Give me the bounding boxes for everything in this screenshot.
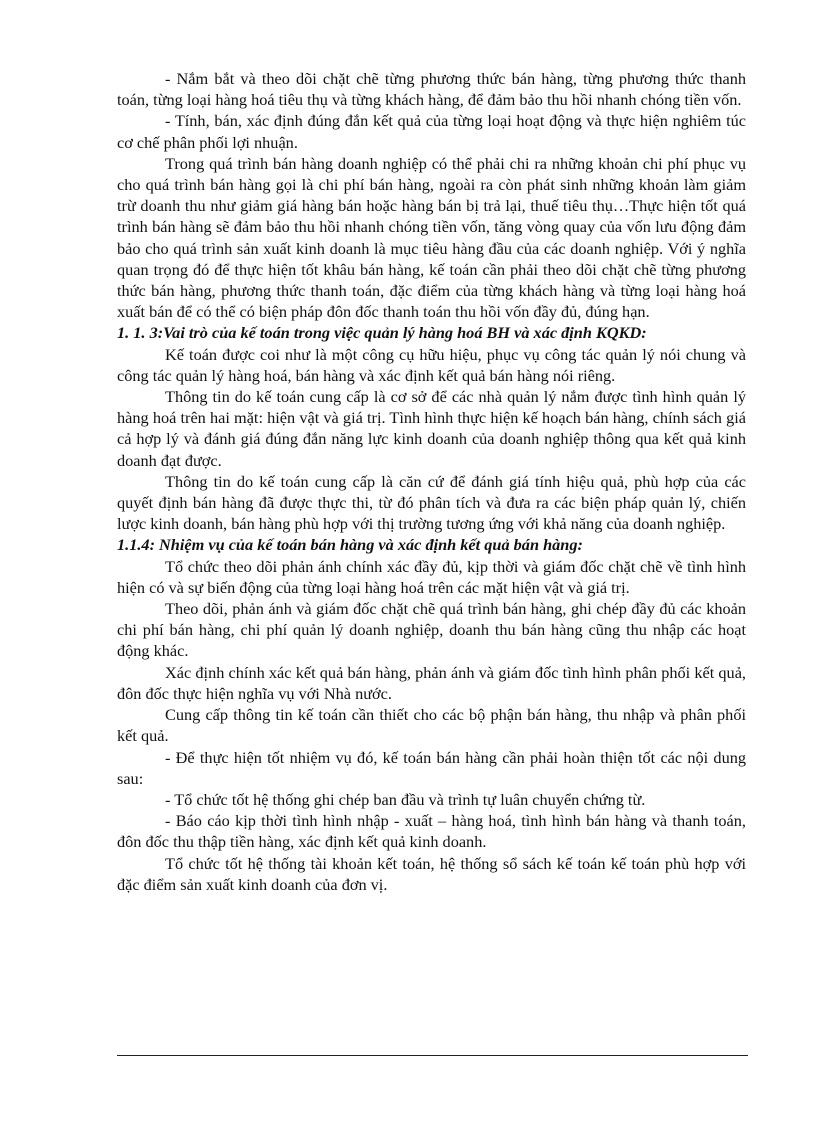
footer-divider [117, 1055, 748, 1056]
section-heading-1-1-4: 1.1.4: Nhiệm vụ của kế toán bán hàng và xác định kết quả bán hàng: [117, 535, 583, 555]
paragraph-recording-system: - Tổ chức tốt hệ thống ghi chép ban đầu và trình tự luân chuyển chứng từ. [165, 789, 646, 809]
paragraph-organize-monitoring: Tổ chức theo dõi phản ánh chính xác đầy đủ, kịp thời và giám đốc chặt chẽ về tình hình hiện có và sự biến động của từng loại hàng hoá trên các mặt hiện vật và giá trị. [117, 556, 746, 597]
section-heading-1-1-3: 1. 1. 3:Vai trò của kế toán trong việc quản lý hàng hoá BH và xác định KQKD: [117, 323, 647, 343]
paragraph-account-system: Tổ chức tốt hệ thống tài khoản kết toán, hệ thống sổ sách kế toán kế toán phù hợp với đặc điểm sản xuất kinh doanh của đơn vị. [117, 853, 746, 894]
paragraph-sales-process: Trong quá trình bán hàng doanh nghiệp có thể phải chi ra những khoản chi phí phục vụ cho quá trình bán hàng gọi là chi phí bán hàng, ngoài ra còn phát sinh những khoản làm giảm trừ doanh thu như giảm giá hàng bán hoặc hàng bán bị trả lại, thuế tiêu thụ…Thực hiện tốt quá trình bán hàng sẽ đảm bảo thu hồi nhanh chóng tiền vốn, tăng vòng quay của vốn lưu động đảm bảo cho quá trình sản xuất kinh doanh là mục tiêu hàng đầu của các doanh nghiệp. Với ý nghĩa quan trọng đó để thực hiện tốt khâu bán hàng, kế toán cần phải theo dõi chặt chẽ từng phương thức bán hàng, phương thức thanh toán, đặc điểm của từng khách hàng và từng loại hàng hoá xuất bán để có thể có biện pháp đôn đốc thanh toán thu hồi vốn đầy đủ, đúng hạn. [117, 153, 746, 322]
paragraph-monitor-sales-methods: - Nắm bắt và theo dõi chặt chẽ từng phương thức bán hàng, từng phương thức thanh toán, từng loại hàng hoá tiêu thụ và từng khách hàng, để đảm bảo thu hồi nhanh chóng tiền vốn. [117, 69, 746, 110]
paragraph-track-sales: Theo dõi, phản ánh và giám đốc chặt chẽ quá trình bán hàng, ghi chép đầy đủ các khoản chi phí bán hàng, chi phí quản lý doanh nghiệp, doanh thu bán hàng cũng thu nhập các hoạt động khác. [117, 599, 746, 661]
paragraph-info-evaluation: Thông tin do kế toán cung cấp là căn cứ để đánh giá tính hiệu quả, phù hợp của các quyết định bán hàng đã được thực thi, từ đó phân tích và đưa ra các biện pháp quản lý, chiến lược kinh doanh, bán hàng phù hợp với thị trường tương ứng với khả năng của doanh nghiệp. [117, 471, 746, 534]
paragraph-timely-report: - Báo cáo kịp thời tình hình nhập - xuất – hàng hoá, tình hình bán hàng và thanh toán, đôn đốc thu thập tiền hàng, xác định kết quả kinh doanh. [117, 811, 746, 852]
paragraph-accounting-tool: Kế toán được coi như là một công cụ hữu hiệu, phục vụ công tác quản lý nói chung và công tác quản lý hàng hoá, bán hàng và xác định kết quả bán hàng nói riêng. [117, 344, 746, 385]
paragraph-provide-info: Cung cấp thông tin kế toán cần thiết cho các bộ phận bán hàng, thu nhập và phân phối kết quả. [117, 705, 746, 746]
paragraph-complete-tasks: - Để thực hiện tốt nhiệm vụ đó, kế toán bán hàng cần phải hoàn thiện tốt các nội dung sau: [117, 747, 746, 788]
paragraph-determine-accurate: Xác định chính xác kết quả bán hàng, phản ánh và giám đốc tình hình phân phối kết quả, đôn đốc thực hiện nghĩa vụ với Nhà nước. [117, 662, 746, 703]
document-page [117, 68, 746, 895]
paragraph-info-basis: Thông tin do kế toán cung cấp là cơ sở để các nhà quản lý nắm được tình hình quản lý hàng hoá trên hai mặt: hiện vật và giá trị. Tình hình thực hiện kế hoạch bán hàng, chính sách giá cả hợp lý và đánh giá đúng đắn năng lực kinh doanh của doanh nghiệp thông qua kết quả kinh doanh đạt được. [117, 387, 746, 470]
paragraph-determine-results: - Tính, bán, xác định đúng đắn kết quả của từng loại hoạt động và thực hiện nghiêm túc cơ chế phân phối lợi nhuận. [117, 111, 746, 152]
